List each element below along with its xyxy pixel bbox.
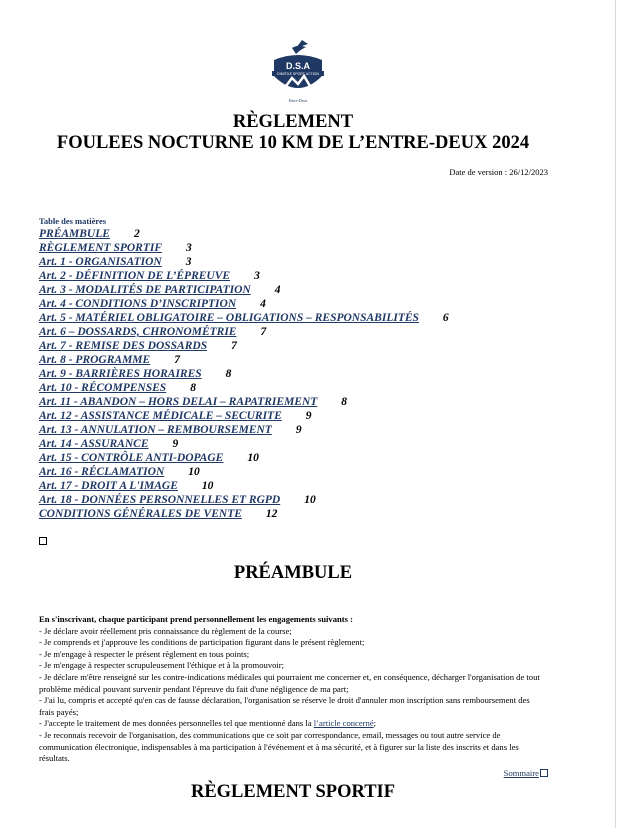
toc-page: 7 [260,326,267,338]
toc-page: 8 [225,368,232,380]
toc-entry [39,367,449,381]
toc-link-art-9[interactable]: Art. 9 - BARRIÈRES HORAIRES [39,368,202,380]
sommaire-link-wrapper[interactable] [504,768,548,778]
toc-entry [39,507,449,521]
data-item-text: - J'accepte le traitement de mes données personnelles tel que mentionné dans la [39,718,314,729]
list-item: - Je m'engage à respecter le présent règlement en tous points; [39,648,250,659]
document-title: RÈGLEMENT [232,112,354,132]
toc-page: 4 [274,284,281,296]
toc-page: 8 [190,382,196,394]
toc-link-art-7[interactable]: Art. 7 - REMISE DES DOSSARDS [39,340,208,352]
toc-entry [39,479,449,493]
version-date: Date de version : 26/12/2023 [449,167,548,177]
toc-entry [39,395,449,409]
toc-entry [39,437,449,451]
toc-link-art-18[interactable]: Art. 18 - DONNÉES PERSONNELLES ET RGPD [39,494,281,506]
toc-page: 2 [133,228,140,240]
toc-entry [39,241,449,255]
toc-page: 7 [174,354,180,366]
toc-page: 4 [260,298,266,310]
toc-entry [39,381,449,395]
toc-entry [39,325,449,339]
toc-entry [39,423,449,437]
toc-page: 9 [172,438,179,450]
toc-link-art-13[interactable]: Art. 13 - ANNULATION – REMBOURSEMENT [39,424,272,436]
list-item: - Je déclare avoir réellement pris connaissance du règlement de la course; [39,625,292,636]
toc-link-art-8[interactable]: Art. 8 - PROGRAMME [39,354,151,366]
toc-page: 10 [304,494,316,506]
toc-heading: Table des matières [39,216,107,226]
toc-page: 10 [201,480,214,492]
preambule-body [39,614,544,765]
toc-entry [39,339,449,353]
toc-link-art-11[interactable]: Art. 11 - ABANDON – HORS DELAI – RAPATRIEMENT [39,396,318,408]
toc-entry [39,255,449,269]
toc-page: 7 [231,340,237,352]
toc-page: 6 [442,312,449,324]
toc-link-preambule[interactable]: PRÉAMBULE [39,228,110,240]
toc-entry [39,465,449,479]
preambule-lead: En s'inscrivant, chaque participant prend personnellement les engagements suivants : [39,614,354,624]
toc-page: 9 [305,410,312,422]
data-item-suffix: ; [373,718,377,729]
dsa-logo [268,38,328,104]
toc-page: 3 [186,242,192,254]
checkbox-icon [39,537,47,545]
toc-page: 3 [254,270,260,282]
toc-link-art-10[interactable]: Art. 10 - RÉCOMPENSES [39,382,167,394]
toc-link-art-4[interactable]: Art. 4 - CONDITIONS D’INSCRIPTION [39,298,237,310]
logo-tagline: Entre-Deux [288,98,308,103]
section-heading: RÈGLEMENT SPORTIF [190,782,396,802]
toc-page: 10 [188,466,200,478]
toc-link-art-17[interactable]: Art. 17 - DROIT A L'IMAGE [39,480,178,492]
toc-page: 10 [247,452,259,464]
toc-link-art-2[interactable]: Art. 2 - DÉFINITION DE L’ÉPREUVE [39,270,231,282]
toc-entry [39,311,449,325]
list-item: - Je comprends et j'approuve les conditions de participation figurant dans le présent règlement; [39,637,365,648]
preambule-heading: PRÉAMBULE [233,563,353,583]
document-subtitle: FOULEES NOCTURNE 10 KM DE L’ENTRE-DEUX 2024 [56,133,530,153]
toc-link-art-14[interactable]: Art. 14 - ASSURANCE [39,438,149,450]
toc-entry [39,227,449,241]
article-link[interactable]: l’article concerné [313,718,374,729]
toc-entry [39,283,449,297]
toc-link-art-6[interactable]: Art. 6 – DOSSARDS, CHRONOMÉTRIE [39,326,237,338]
toc-link-art-15[interactable]: Art. 15 - CONTRÔLE ANTI-DOPAGE [39,452,224,464]
toc-entry [39,493,449,507]
toc-link-art-3[interactable]: Art. 3 - MODALITÉS DE PARTICIPATION [39,284,251,296]
list-item [39,718,544,730]
list-item: - Je déclare m'être renseigné sur les contre-indications médicales qui pourraient me concerner et, en conséquence, décharger l'organisation de tout problème médical pouvant survenir pendant l'épreuve du fait d'une négligence de ma part; [39,671,540,694]
toc-link-cgv[interactable]: CONDITIONS GÉNÉRALES DE VENTE [39,508,242,520]
toc-entry [39,297,449,311]
toc-entry [39,353,449,367]
table-of-contents [39,227,449,521]
list-item: - J'ai lu, compris et accepté qu'en cas de fausse déclaration, l'organisation se réserve le droit d'annuler mon inscription sans remboursement des frais payés; [39,695,530,717]
toc-entry [39,451,449,465]
toc-link-reglement-sportif[interactable]: RÈGLEMENT SPORTIF [39,242,163,254]
list-item: - Je m'engage à respecter scrupuleusement l'éthique et à la promouvoir; [39,660,285,671]
toc-page: 8 [341,396,348,408]
toc-link-art-16[interactable]: Art. 16 - RÉCLAMATION [39,466,165,478]
logo-subtext: DIMITILE SPORT ACTION [277,72,319,76]
toc-link-art-5[interactable]: Art. 5 - MATÉRIEL OBLIGATOIRE – OBLIGATIONS – RESPONSABILITÉS [39,312,419,324]
toc-page: 9 [295,424,302,436]
logo-text: D.S.A [285,61,311,71]
toc-entry [39,269,449,283]
list-item: - Je reconnais recevoir de l'organisation, des communications que ce soit par correspondance, email, messages ou tout autre service de communication électronique, indispensables à ma participation à l'événement et à ma sécurité, et à figurer sur la liste des inscrits et dans les résultats. [39,729,519,764]
toc-page: 3 [185,256,192,268]
toc-link-art-12[interactable]: Art. 12 - ASSISTANCE MÉDICALE – SECURITE [39,410,282,422]
sommaire-link[interactable]: Sommaire [503,768,539,778]
checkbox-icon [540,769,548,777]
toc-link-art-1[interactable]: Art. 1 - ORGANISATION [39,256,162,268]
toc-entry [39,409,449,423]
page-edge [615,0,616,828]
toc-page: 12 [265,508,278,520]
